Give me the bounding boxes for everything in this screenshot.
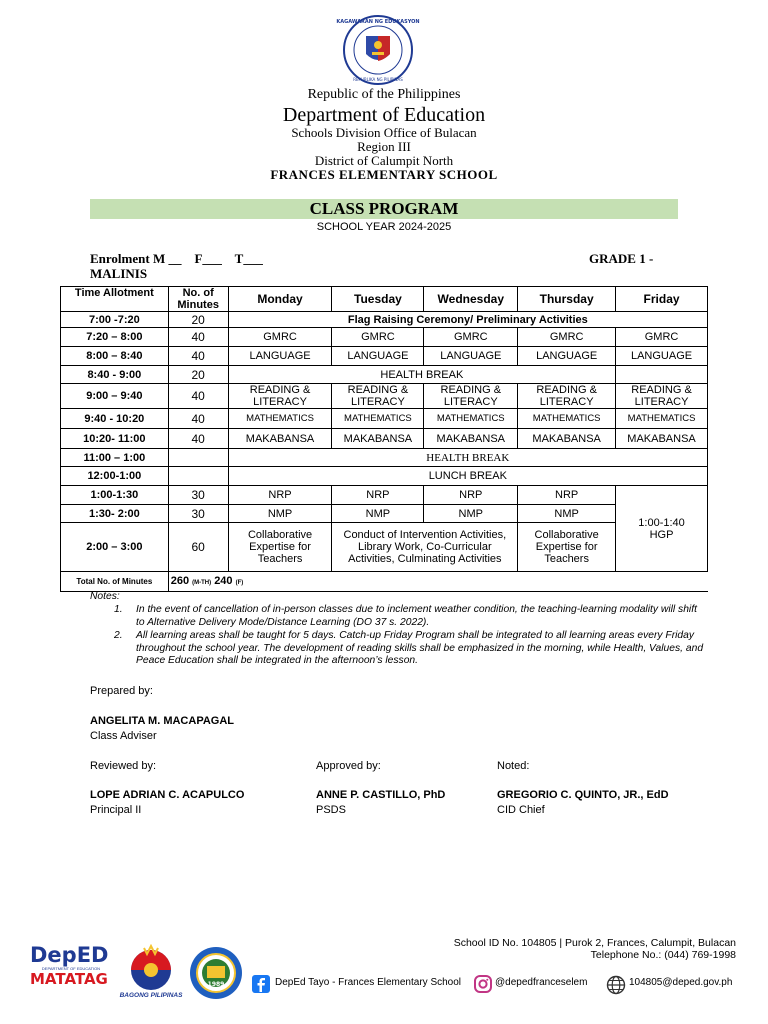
subject-cell: NMP [518,505,616,523]
approved-name: ANNE P. CASTILLO, PhD [316,789,446,801]
total-f: 240 [214,574,233,587]
minutes-cell: 30 [168,505,228,523]
subject-cell: READING & LITERACY [228,384,332,409]
minutes-cell: 30 [168,486,228,505]
subject-cell: MAKABANSA [424,429,518,449]
time-cell: 11:00 – 1:00 [61,449,169,467]
table-row [61,449,708,467]
school-seal-logo [188,946,244,1000]
minutes-cell: 20 [168,366,228,384]
time-cell: 10:20- 11:00 [61,429,169,449]
subject-cell: MAKABANSA [332,429,424,449]
table-row [61,366,708,384]
monday-afternoon-cell: Collaborative Expertise for Teachers [228,523,332,572]
subject-cell: GMRC [332,328,424,347]
class-program-table [60,286,708,592]
subject-cell: LANGUAGE [616,347,708,366]
total-row [61,572,708,592]
note-text: In the event of cancellation of in-person classes due to inclement weather condition, the teaching-learning modality will shift to Alternative Delivery Mode/Distance Learning (DO 37 s. 2022). [136,604,697,628]
time-cell: 7:20 – 8:00 [61,328,169,347]
subject-cell: READING & LITERACY [332,384,424,409]
facebook-icon [252,975,270,993]
bagong-pilipinas-logo [118,944,184,992]
bagong-pilipinas-text: BAGONG PILIPINAS [119,992,183,999]
school-seal-year: 1989 [207,981,225,988]
enrolment-line: Enrolment M __ F___ T___ [90,251,263,266]
minutes-cell: 20 [168,312,228,328]
approved-title: PSDS [316,804,346,816]
time-cell: 7:00 -7:20 [61,312,169,328]
subject-cell: NMP [424,505,518,523]
total-mth-tag: (M-TH) [192,579,212,586]
email-link[interactable]: 104805@deped.gov.ph [629,977,733,988]
time-cell: 12:00-1:00 [61,467,169,486]
time-cell: 1:00-1:30 [61,486,169,505]
subject-cell: NMP [228,505,332,523]
noted-label: Noted: [497,760,530,772]
approved-label: Approved by: [316,760,381,772]
time-cell: 1:30- 2:00 [61,505,169,523]
header-region: Region III [357,139,411,154]
subject-cell: NRP [424,486,518,505]
header-school-name: FRANCES ELEMENTARY SCHOOL [270,167,498,182]
subject-cell: MATHEMATICS [228,409,332,429]
table-row [61,409,708,429]
seal-bottom-text: REPUBLIKA NG PILIPINAS [353,77,403,82]
notes-heading: Notes: [90,591,120,602]
header-monday: Monday [228,287,332,312]
grade-label: GRADE 1 - [589,251,654,266]
minutes-cell: 40 [168,409,228,429]
header-department: Department of Education [282,104,486,126]
instagram-icon [474,975,492,993]
subject-cell: GMRC [518,328,616,347]
facebook-page-link[interactable]: DepEd Tayo - Frances Elementary School [275,977,462,988]
prepared-label: Prepared by: [90,685,153,697]
subject-cell: GMRC [424,328,518,347]
school-year: SCHOOL YEAR 2024-2025 [316,221,452,233]
merged-activity-cell: Flag Raising Ceremony/ Preliminary Activities [228,312,707,328]
table-row [61,467,708,486]
table-row [61,429,708,449]
table-row [61,523,708,572]
reviewed-label: Reviewed by: [90,760,157,772]
header-wednesday: Wednesday [424,287,518,312]
merged-break-cell: LUNCH BREAK [228,467,707,486]
header-division: Schools Division Office of Bulacan [291,125,477,140]
tue-wed-afternoon-cell: Conduct of Intervention Activities, Library Work, Co-Curricular Activities, Culminating Activities [332,523,518,572]
page-title: CLASS PROGRAM [309,199,459,218]
prepared-name: ANGELITA M. MACAPAGAL [90,715,235,727]
subject-cell: MATHEMATICS [332,409,424,429]
note-number: 1. [114,604,123,615]
minutes-cell: 40 [168,347,228,366]
time-cell: 8:00 – 8:40 [61,347,169,366]
total-mth: 260 [170,574,190,587]
reviewed-title: Principal II [90,804,142,816]
subject-cell: MATHEMATICS [616,409,708,429]
merged-break-cell: HEALTH BREAK [228,449,707,467]
prepared-title: Class Adviser [90,730,157,742]
subject-cell: LANGUAGE [332,347,424,366]
time-cell: 2:00 – 3:00 [61,523,169,572]
noted-name: GREGORIO C. QUINTO, JR., EdD [497,789,669,801]
subject-cell: NMP [332,505,424,523]
total-f-tag: (F) [235,579,244,586]
table-row [61,312,708,328]
deped-logo-text: DepED [30,943,109,967]
time-cell: 8:40 - 9:00 [61,366,169,384]
time-cell: 9:40 - 10:20 [61,409,169,429]
section-name: MALINIS [90,266,148,281]
header-district: District of Calumpit North [314,153,454,168]
note-text: All learning areas shall be taught for 5 days. Catch-up Friday Program shall be integrated to all learning areas every Friday throughout the school year. The development of reading skills shall be emphasized in the morning, while Health, Values, and Peace Education shall be integrated in the afternoon’s lesson. [136,630,704,667]
merged-break-cell: HEALTH BREAK [228,366,615,384]
subject-cell: LANGUAGE [228,347,332,366]
subject-cell: MAKABANSA [228,429,332,449]
minutes-cell [168,449,228,467]
subject-cell: MATHEMATICS [518,409,616,429]
subject-cell: NRP [228,486,332,505]
matatag-text: MATATAG [30,970,108,988]
total-value-cell [168,572,707,592]
header-time-allotment: Time Allotment [61,287,169,312]
minutes-cell [168,467,228,486]
header-republic: Republic of the Philippines [307,87,461,102]
header-tuesday: Tuesday [332,287,424,312]
minutes-cell: 40 [168,328,228,347]
header-thursday: Thursday [518,287,616,312]
instagram-handle-link[interactable]: @depedfranceselem [495,977,588,988]
subject-cell: READING & LITERACY [424,384,518,409]
deped-seal-logo [328,14,428,86]
table-row [61,347,708,366]
subject-cell: NRP [518,486,616,505]
noted-title: CID Chief [497,804,545,816]
table-row [61,505,708,523]
subject-cell: LANGUAGE [518,347,616,366]
deped-logo-subtext: DEPARTMENT OF EDUCATION [41,966,101,971]
subject-cell: GMRC [616,328,708,347]
header-minutes: No. of Minutes [168,287,228,312]
minutes-cell: 60 [168,523,228,572]
deped-matatag-logo [30,945,112,997]
total-label: Total No. of Minutes [61,572,169,592]
time-cell: 9:00 – 9:40 [61,384,169,409]
header-friday: Friday [616,287,708,312]
school-id-address: School ID No. 104805 | Purok 2, Frances, Calumpit, Bulacan [453,937,736,949]
subject-cell: MAKABANSA [616,429,708,449]
empty-cell [616,366,708,384]
reviewed-name: LOPE ADRIAN C. ACAPULCO [90,789,245,801]
subject-cell: MAKABANSA [518,429,616,449]
note-number: 2. [114,630,123,641]
minutes-cell: 40 [168,429,228,449]
friday-afternoon-cell [616,486,708,572]
subject-cell: READING & LITERACY [616,384,708,409]
friday-afternoon-subject: HGP [649,528,674,541]
table-header-row [61,287,708,312]
table-row [61,384,708,409]
friday-afternoon-time: 1:00-1:40 [638,516,685,529]
school-telephone: Telephone No.: (044) 769-1998 [590,949,736,961]
subject-cell: GMRC [228,328,332,347]
minutes-cell: 40 [168,384,228,409]
table-row [61,328,708,347]
table-row [61,486,708,505]
thursday-afternoon-cell: Collaborative Expertise for Teachers [518,523,616,572]
subject-cell: NRP [332,486,424,505]
subject-cell: READING & LITERACY [518,384,616,409]
subject-cell: LANGUAGE [424,347,518,366]
subject-cell: MATHEMATICS [424,409,518,429]
seal-ring-text: KAGAWARAN NG EDUKASYON [336,19,420,25]
globe-icon [606,975,626,995]
